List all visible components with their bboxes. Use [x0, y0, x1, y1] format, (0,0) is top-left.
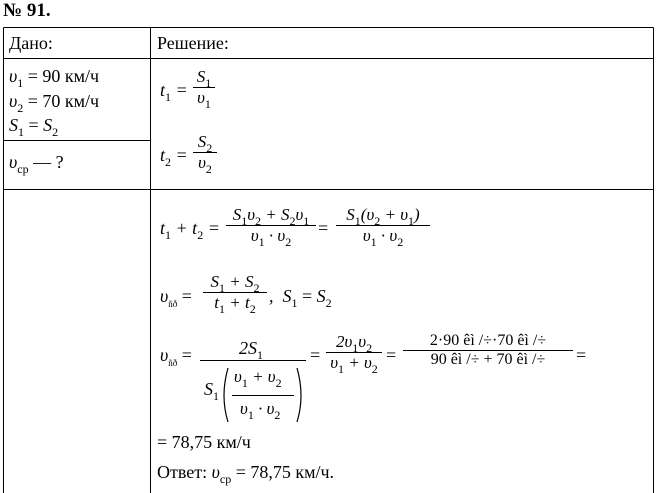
- sub-2: 2: [274, 408, 281, 422]
- t-symbol: t: [192, 218, 198, 238]
- sub-2: 2: [366, 341, 373, 355]
- v-symbol: υ: [9, 91, 18, 111]
- sub-1: 1: [165, 90, 172, 104]
- sub-2: 2: [249, 302, 256, 316]
- solution-header: Решение:: [157, 33, 229, 53]
- t-symbol: t: [160, 145, 166, 165]
- avg-simplified-denominator: $\upsilon_1 + \upsilon_2$: [326, 352, 382, 373]
- v-symbol: υ: [344, 332, 353, 351]
- s-symbol: S: [197, 132, 207, 151]
- sub-1: 1: [303, 214, 310, 228]
- v-symbol: υ: [160, 286, 169, 306]
- problem-number: № 91.: [3, 0, 51, 21]
- sub-1: 1: [257, 348, 263, 362]
- sub-avg: ñð: [168, 358, 178, 368]
- sub-2: 2: [285, 235, 292, 249]
- v-symbol: υ: [211, 462, 220, 482]
- sub-2: 2: [325, 296, 332, 310]
- sub-2: 2: [52, 125, 59, 139]
- answer-value: = 78,75 км/ч.: [235, 462, 335, 482]
- equals-sign: =: [310, 345, 321, 365]
- numeric-denominator: 90 êì /÷ + 70 êì /÷: [403, 350, 573, 369]
- t1-lhs: $t_1$ =: [160, 80, 188, 104]
- t-symbol: t: [160, 80, 166, 100]
- given-v1: [9, 66, 100, 90]
- sum-fraction-1: [226, 205, 316, 249]
- sub-1: 1: [258, 235, 265, 249]
- given-v1-value: = 90 км/ч: [27, 66, 100, 86]
- sub-1: 1: [213, 389, 219, 403]
- sub-2: 2: [397, 235, 404, 249]
- sub-2: 2: [371, 362, 378, 376]
- sub-1: 1: [205, 76, 212, 90]
- sub-avg: ср: [219, 472, 232, 486]
- sum-fraction-2-numerator: $S_1(\upsilon_2 + \upsilon_1)$: [346, 205, 420, 228]
- sub-1: 1: [338, 362, 344, 376]
- s-symbol: S: [316, 286, 326, 306]
- v-symbol: υ: [197, 88, 205, 107]
- v-symbol: υ: [363, 353, 372, 372]
- sub-2: 2: [374, 214, 381, 228]
- sum-fraction-1-numerator: $S_1\upsilon_2 + S_2\upsilon_1$: [232, 205, 310, 228]
- avg-calc-inner-numerator: $\upsilon_1 + \upsilon_2$: [234, 367, 282, 390]
- v-symbol: υ: [250, 226, 259, 245]
- s-symbol: S: [282, 286, 292, 306]
- s-symbol: S: [204, 379, 213, 399]
- sub-1: 1: [291, 296, 298, 310]
- s-symbol: S: [196, 67, 206, 86]
- sub-1: 1: [219, 302, 225, 316]
- avg-def-lhs: $\upsilon_{ñð}$ =: [160, 286, 192, 309]
- v-symbol: υ: [198, 153, 206, 172]
- v-symbol: υ: [400, 205, 409, 224]
- answer-label: Ответ:: [157, 462, 208, 482]
- avg-calc-lhs: $\upsilon_{ñð}$ =: [160, 345, 192, 368]
- given-s-equal: [9, 115, 59, 139]
- avg-calc-inner-denominator: $\upsilon_1 \cdot \upsilon_2$: [240, 399, 281, 422]
- s-symbol: S: [232, 205, 242, 224]
- equals-sign: =: [28, 115, 39, 135]
- t-symbol: t: [160, 218, 166, 238]
- sub-2: 2: [206, 141, 213, 155]
- avg-calc-denominator-s1: [204, 379, 219, 403]
- sub-2: 2: [275, 376, 282, 390]
- equals-sign: =: [318, 218, 329, 238]
- result-line: = 78,75 км/ч: [157, 432, 251, 452]
- v-symbol: υ: [160, 345, 169, 365]
- avg-simplified-numerator: $2\upsilon_1\upsilon_2$: [335, 332, 373, 355]
- avg-calc-simplified: [326, 332, 382, 376]
- v-symbol: υ: [389, 226, 398, 245]
- sub-avg: ср: [17, 162, 29, 176]
- given-unknown: [9, 152, 64, 176]
- sub-2: 2: [197, 228, 204, 242]
- v-symbol: υ: [277, 226, 286, 245]
- s-symbol: S: [346, 205, 355, 224]
- t2-denominator: [193, 152, 217, 176]
- unknown-label: — ?: [33, 152, 64, 172]
- sum-lhs: $t_1 + t_2$ =: [160, 218, 220, 242]
- v-symbol: υ: [240, 399, 248, 418]
- s-symbol: S: [210, 272, 219, 291]
- t1-fraction: [193, 67, 215, 111]
- sub-1: 1: [204, 97, 211, 111]
- sub-1: 1: [18, 125, 24, 139]
- v-symbol: υ: [366, 205, 375, 224]
- sub-1: 1: [354, 214, 361, 228]
- avg-calc-numerator: $2S_1$: [239, 338, 263, 362]
- sub-2: 2: [17, 101, 24, 115]
- t-symbol: t: [214, 293, 219, 312]
- s-symbol: S: [280, 205, 290, 224]
- sub-2: 2: [205, 162, 212, 176]
- t1-numerator: [193, 67, 215, 90]
- given-v2: [9, 91, 100, 115]
- t1-denominator: [193, 87, 215, 111]
- numeric-numerator: 2·90 êì /÷·70 êì /÷: [429, 332, 547, 349]
- equals-sign: =: [576, 345, 587, 365]
- sub-2: 2: [289, 214, 296, 228]
- sub-1: 1: [247, 408, 254, 422]
- answer-line: [157, 462, 335, 486]
- given-header: Дано:: [9, 33, 53, 53]
- sub-2: 2: [255, 214, 261, 228]
- t2-numerator: [193, 132, 217, 155]
- sub-1: 1: [165, 228, 172, 242]
- sub-2: 2: [165, 155, 172, 169]
- v-symbol: υ: [9, 152, 18, 172]
- avg-def-fraction: [203, 272, 267, 316]
- sum-fraction-2: [336, 205, 430, 249]
- s-symbol: S: [9, 115, 18, 135]
- s-symbol: S: [43, 115, 53, 135]
- v-symbol: υ: [9, 66, 18, 86]
- v-symbol: υ: [358, 332, 367, 351]
- equals-sign: =: [386, 345, 397, 365]
- v-symbol: υ: [330, 353, 338, 372]
- sub-1: 1: [241, 376, 248, 390]
- avg-calc-numeric: [403, 332, 573, 369]
- t2-fraction: [193, 132, 217, 176]
- avg-def-numerator: $S_1 + S_2$: [210, 272, 260, 295]
- sub-1: 1: [370, 235, 377, 249]
- s-symbol: S: [248, 338, 257, 358]
- s-symbol: S: [244, 272, 254, 291]
- v-symbol: υ: [266, 399, 275, 418]
- sub-1: 1: [352, 341, 359, 355]
- v-symbol: υ: [267, 367, 276, 386]
- v-symbol: υ: [234, 367, 242, 386]
- sub-1: 1: [241, 214, 248, 228]
- sum-fraction-2-denominator: $\upsilon_1 \cdot \upsilon_2$: [336, 225, 430, 246]
- sub-2: 2: [253, 281, 260, 295]
- t-symbol: t: [244, 293, 250, 312]
- v-symbol: υ: [362, 226, 371, 245]
- sub-1: 1: [219, 281, 225, 295]
- sub-avg: ñð: [168, 299, 178, 309]
- sub-1: 1: [17, 76, 24, 90]
- sub-1: 1: [408, 214, 415, 228]
- v-symbol: υ: [247, 205, 255, 224]
- given-v2-value: = 70 км/ч: [27, 91, 100, 111]
- t2-lhs: $t_2$ =: [160, 145, 188, 169]
- v-symbol: υ: [295, 205, 304, 224]
- avg-def-condition: , $S_1 = S_2$: [269, 286, 332, 310]
- sum-fraction-1-denominator: $\upsilon_1 \cdot \upsilon_2$: [226, 225, 316, 246]
- avg-def-denominator: $t_1 + t_2$: [203, 292, 267, 313]
